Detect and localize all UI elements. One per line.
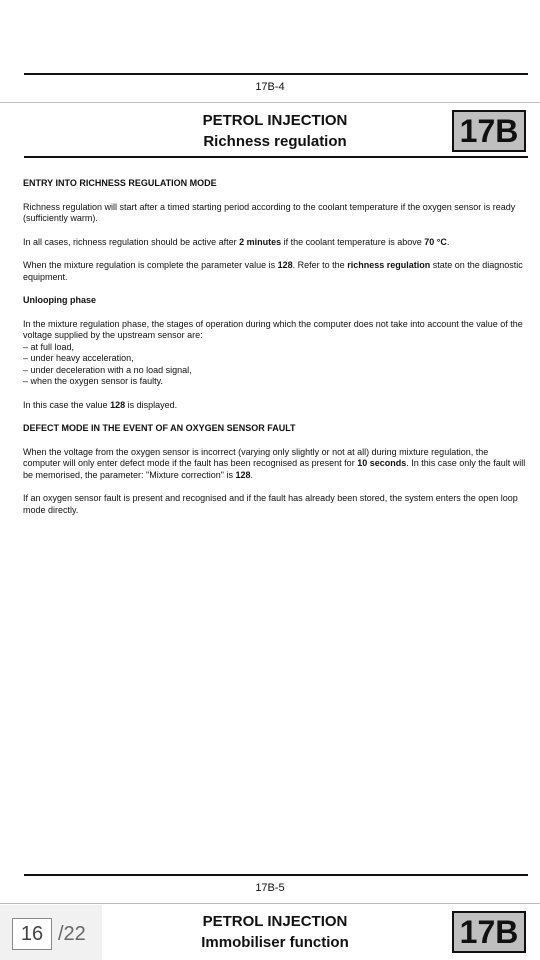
page-divider <box>0 903 540 904</box>
list-item: – at full load, <box>23 342 528 354</box>
unlooping-paragraph-1: In the mixture regulation phase, the stages of operation during which the computer does not take into account the value of the voltage supplied by the upstream sensor are: <box>23 318 523 340</box>
total-pages: /22 <box>58 923 86 945</box>
text-run: . <box>250 469 254 480</box>
text-run: state on the diagnostic equipment. <box>23 260 523 282</box>
text-run: When the mixture regulation is complete the parameter value is <box>23 260 278 270</box>
entry-heading: ENTRY INTO RICHNESS REGULATION MODE <box>23 178 217 188</box>
entry-paragraph-1: Richness regulation will start after a timed starting period according to the coolant temperature if the oxygen sensor is ready (sufficiently warm). <box>23 201 516 223</box>
page-divider <box>0 102 540 103</box>
text-run: . <box>446 236 450 247</box>
defect-paragraph-1 <box>23 447 528 482</box>
page-content <box>23 178 528 528</box>
section-title: PETROL INJECTION <box>202 112 348 129</box>
page-number: 17B-5 <box>255 882 285 894</box>
bold-text: 128 <box>277 260 293 270</box>
text-run: is displayed. <box>125 399 178 410</box>
text-run: . In this case only the fault will be memorised, the parameter: "Mixture correction" is <box>23 458 526 480</box>
section-header <box>150 911 400 953</box>
entry-paragraph-3 <box>23 260 528 283</box>
list-item: – when the oxygen sensor is faulty. <box>23 376 528 388</box>
defect-heading: DEFECT MODE IN THE EVENT OF AN OXYGEN SENSOR FAULT <box>23 423 296 433</box>
text-run: When the voltage from the oxygen sensor is incorrect (varying only slightly or not at all) during mixture regulation, the computer will only enter defect mode if the fault has been recognised as present for <box>23 446 489 468</box>
list-item: – under heavy acceleration, <box>23 353 528 365</box>
text-run: if the coolant temperature is above <box>281 236 425 247</box>
section-title: PETROL INJECTION <box>202 913 348 930</box>
unlooping-list <box>23 342 528 388</box>
unlooping-paragraph-2 <box>23 400 528 412</box>
defect-paragraph-2: If an oxygen sensor fault is present and recognised and if the fault has already been stored, the system enters the open loop mode directly. <box>23 493 518 515</box>
bold-text: 128 <box>235 469 251 480</box>
section-header <box>150 110 400 152</box>
section-subtitle: Immobiliser function <box>201 934 349 951</box>
list-item: – under deceleration with a no load signal, <box>23 365 528 377</box>
bold-text: 128 <box>110 399 126 410</box>
chapter-badge: 17B <box>452 110 526 152</box>
top-rule <box>24 73 528 75</box>
bold-text: richness regulation <box>347 260 431 270</box>
text-run: In all cases, richness regulation should be active after <box>23 236 240 247</box>
chapter-badge: 17B <box>452 911 526 953</box>
bold-text: 10 seconds <box>357 458 407 468</box>
section-subtitle: Richness regulation <box>203 133 347 150</box>
page-indicator <box>0 905 102 960</box>
header-rule <box>24 156 528 158</box>
unlooping-heading: Unlooping phase <box>23 295 96 305</box>
current-page-input[interactable]: 16 <box>12 918 52 950</box>
top-rule <box>24 874 528 876</box>
text-run: In this case the value <box>23 399 111 410</box>
bold-text: 2 minutes <box>239 236 282 247</box>
entry-paragraph-2 <box>23 237 528 249</box>
text-run: . Refer to the <box>292 260 348 270</box>
page-number: 17B-4 <box>255 81 285 93</box>
bold-text: 70 °C <box>424 236 447 247</box>
